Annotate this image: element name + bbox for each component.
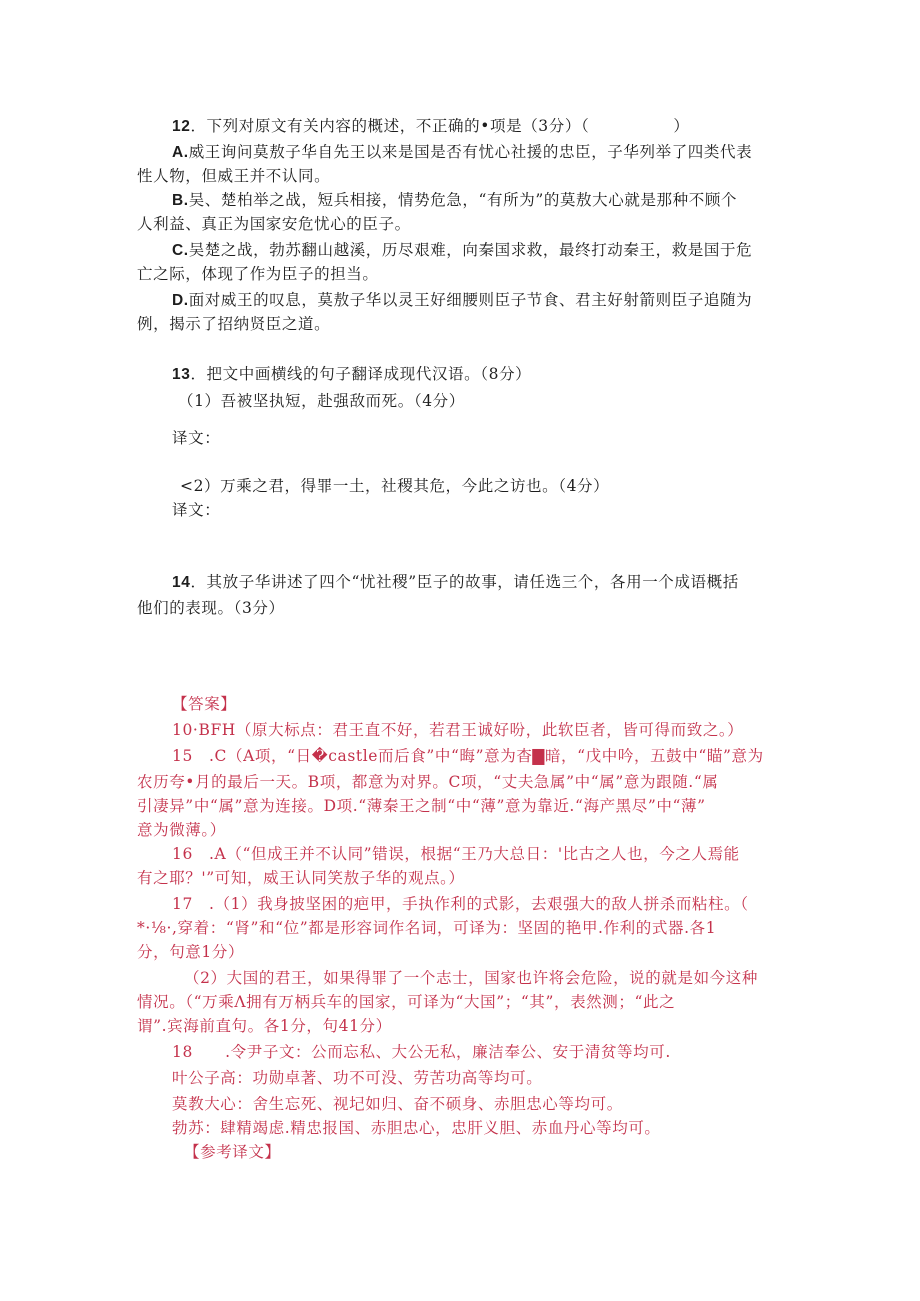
answer-line: 有之耶？'”可知，威王认同笑敖子华的观点。） <box>137 869 465 887</box>
q13-stem <box>172 364 531 385</box>
answer-line: 意为微薄。） <box>137 821 226 839</box>
q12-stem <box>172 116 689 137</box>
option-text: 吴楚之战，勃苏翻山越溪，历尽艰难，向秦国求救，最终打动秦王，救是国于危 <box>188 241 753 259</box>
answer-line: 叶公子高：功勋卓著、功不可没、劳苦功高等均可。 <box>172 1069 543 1087</box>
q12-option-c-line2: 亡之际，体现了作为臣子的担当。 <box>137 265 379 283</box>
answer-line: 农历夸•月的最后一天。B项，都意为对界。C项，“丈夫急属”中“属”意为跟随.“属 <box>137 773 719 791</box>
q12-option-d-line1 <box>172 290 752 311</box>
answer-line: 谓”.宾海前直句。各1分，句41分） <box>137 1017 392 1035</box>
answer-line: 18 .令尹子文：公而忘私、大公无私，廉洁奉公、安于清贫等均可. <box>172 1043 671 1061</box>
q13-stem-text: ．把文中画横线的句子翻译成现代汉语。（8分） <box>190 365 532 383</box>
answer-line: 17 .（1）我身披坚困的疤甲，手执作利的式影，去艰强大的敌人拼杀而粘柱。（ <box>172 895 749 913</box>
q12-option-c-line1 <box>172 240 752 261</box>
option-label: D. <box>172 292 189 309</box>
option-label: B. <box>172 192 189 209</box>
q13-translation2-label: 译文： <box>172 501 221 519</box>
reference-translation-header: 【参考译文】 <box>184 1143 281 1161</box>
q13-sub2: <2）万乘之君，得罪一土，社稷其危，今此之访也。（4分） <box>180 477 610 495</box>
answer-line: 16 .A（“但成王并不认同”错误，根据“王乃大总日：'比古之人也，今之人焉能 <box>172 845 740 863</box>
q12-option-a-line2: 性人物，但威王并不认同。 <box>137 167 331 185</box>
q12-option-b-line1 <box>172 190 737 211</box>
option-text: 吴、楚柏举之战，短兵相接，情势危急，“有所为”的莫敖大心就是那种不顾个 <box>188 191 738 209</box>
q12-stem-close: ） <box>673 117 690 135</box>
q14-number: 14 <box>172 574 191 591</box>
answer-line: 情况。（“万乘Λ拥有万柄兵车的国家，可译为“大国”；“其”，表然测；“此之 <box>137 993 676 1011</box>
q12-option-a-line1 <box>172 142 752 163</box>
q12-option-d-line2: 例，揭示了招纳贤臣之道。 <box>137 315 331 333</box>
q12-option-b-line2: 人利益、真正为国家安危忧心的臣子。 <box>137 215 411 233</box>
option-label: C. <box>172 242 189 259</box>
q12-number: 12 <box>172 118 191 135</box>
answer-line: 莫教大心：舍生忘死、视圮如归、奋不硕身、赤胆忠心等均可。 <box>172 1095 623 1113</box>
option-text: 威王询问莫敖子华自先王以来是国是否有忧心社援的忠臣，子华列举了四类代表 <box>188 143 753 161</box>
answer-line: *·⅛·,穿着：“肾”和“位”都是形容词作名词，可译为：坚固的艳甲.作利的式器.各1 <box>137 919 717 937</box>
q13-sub1: （1）吾被坚执短，赴强敌而死。（4分） <box>178 392 465 410</box>
answer-line: 15 .C（A项，“日�castle而后食”中“晦”意为杳▇暗，“戊中吟，五鼓中“瞄”意为 <box>172 747 764 765</box>
answer-line: 分，句意1分） <box>137 943 245 961</box>
option-label: A. <box>172 144 189 161</box>
q14-line2: 他们的表现。（3分） <box>137 599 285 617</box>
q12-stem-text: ．下列对原文有关内容的概述，不正确的•项是（3分）（ <box>190 117 590 135</box>
answer-line: （2）大国的君王，如果得罪了一个志士，国家也许将会危险，说的就是如今这种 <box>184 969 758 987</box>
q13-number: 13 <box>172 366 191 383</box>
option-text: 面对威王的叹息，莫敖子华以灵王好细腰则臣子节食、君主好射箭则臣子追随为 <box>188 291 753 309</box>
q14-text: ．其放子华讲述了四个“忧社稷”臣子的故事，请任选三个，各用一个成语概括 <box>190 573 739 591</box>
answer-header: 【答案】 <box>172 695 237 713</box>
q14-line1 <box>172 572 739 593</box>
answer-line: 引凄异”中“属”意为连接。D项.“薄秦王之制“中“薄”意为靠近.“海产黑尽”中“薄” <box>137 797 706 815</box>
answer-line: 勃苏：肆精竭虑.精忠报国、赤胆忠心，忠肝义胆、赤血丹心等均可。 <box>172 1119 661 1137</box>
q13-translation1-label: 译文： <box>172 429 221 447</box>
answer-line: 10·BFH（原大标点：君王直不好，若君王诚好吩，此软臣者，皆可得而致之。） <box>172 721 744 739</box>
